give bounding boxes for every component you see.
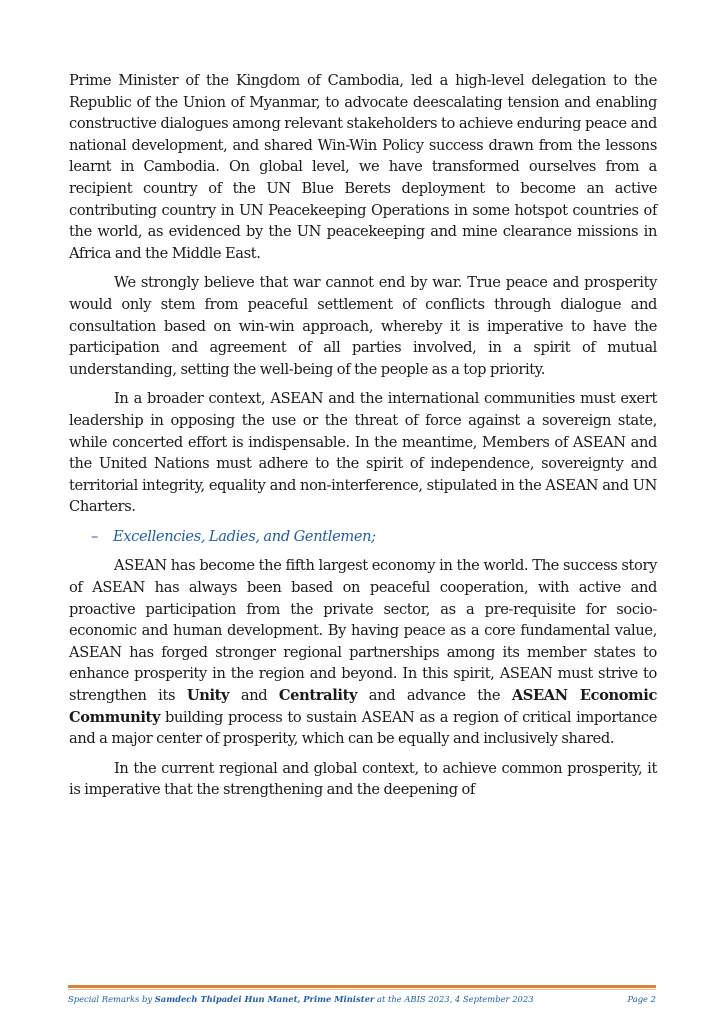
paragraph-4-text-4: building process to sustain ASEAN as a region of critical importance and a major center of prosperity, which can be equally and inclusively shared.: [69, 708, 657, 748]
paragraph-3: In a broader context, ASEAN and the international communities must exert leadership in opposing the use or the threat of force against a sovereign state, while concerted effort is indispensable. In the meantime, Members of ASEAN and the United Nations must adhere to the spirit of independence, sovereignty and territorial integrity, equality and non-interference, stipulated in the ASEAN and UN Charters.: [69, 390, 657, 516]
unity-term: Unity: [186, 687, 230, 705]
paragraph-4-text-3: and advance the: [357, 687, 512, 705]
salutation-text: Excellencies, Ladies, and Gentlemen;: [113, 527, 376, 545]
paragraph-1: Prime Minister of the Kingdom of Cambodia, led a high-level delegation to the Republic of the Union of Myanmar, to advocate deescalating tension and enabling constructive dialogues among relevant stakeholders to achieve enduring peace and national development, and shared Win-Win Policy success drawn from the lessons learnt in Cambodia. On global level, we have transformed ourselves from a recipient country of the UN Blue Berets deployment to become an active contributing country in UN Peacekeeping Operations in some hotspot countries of the world, as evidenced by the UN peacekeeping and mine clearance missions in Africa and the Middle East.: [69, 72, 657, 262]
page-footer: [68, 994, 656, 1004]
paragraph-4-text-2: and: [229, 687, 279, 705]
footer-citation: [68, 994, 534, 1004]
centrality-term: Centrality: [278, 687, 358, 705]
document-body: [69, 70, 657, 801]
footer-rule: [68, 985, 656, 988]
footer-suffix: at the ABIS 2023, 4 September 2023: [374, 994, 534, 1004]
aec-term: ASEAN Economic Community: [69, 687, 657, 726]
paragraph-2: We strongly believe that war cannot end by war. True peace and prosperity would only stem from peaceful settlement of conflicts through dialogue and consultation based on win-win approach, whereby it is imperative to have the participation and agreement of all parties involved, in a spirit of mutual understanding, setting the well-being of the people as a top priority.: [69, 274, 657, 378]
page-number: Page 2: [627, 994, 656, 1004]
footer-rule-thin: [68, 989, 656, 990]
paragraph-5: In the current regional and global context, to achieve common prosperity, it is imperative that the strengthening and the deepening of: [69, 759, 657, 799]
paragraph-4-text-1: ASEAN has become the fifth largest economy in the world. The success story of ASEAN has always been based on peaceful cooperation, with active and proactive participation from the private sector, as a pre-requisite for socio-economic and human development. By having peace as a core fundamental value, ASEAN has forged stronger regional partnerships among its member states to enhance prosperity in the region and beyond. In this spirit, ASEAN must strive to strengthen its: [69, 557, 657, 705]
paragraph-4: [69, 555, 657, 749]
salutation-line: [91, 526, 657, 548]
footer-prefix: Special Remarks by: [68, 994, 155, 1004]
dash-bullet: –: [91, 527, 98, 545]
footer-speaker: Samdech Thipadei Hun Manet, Prime Minister: [154, 994, 375, 1004]
